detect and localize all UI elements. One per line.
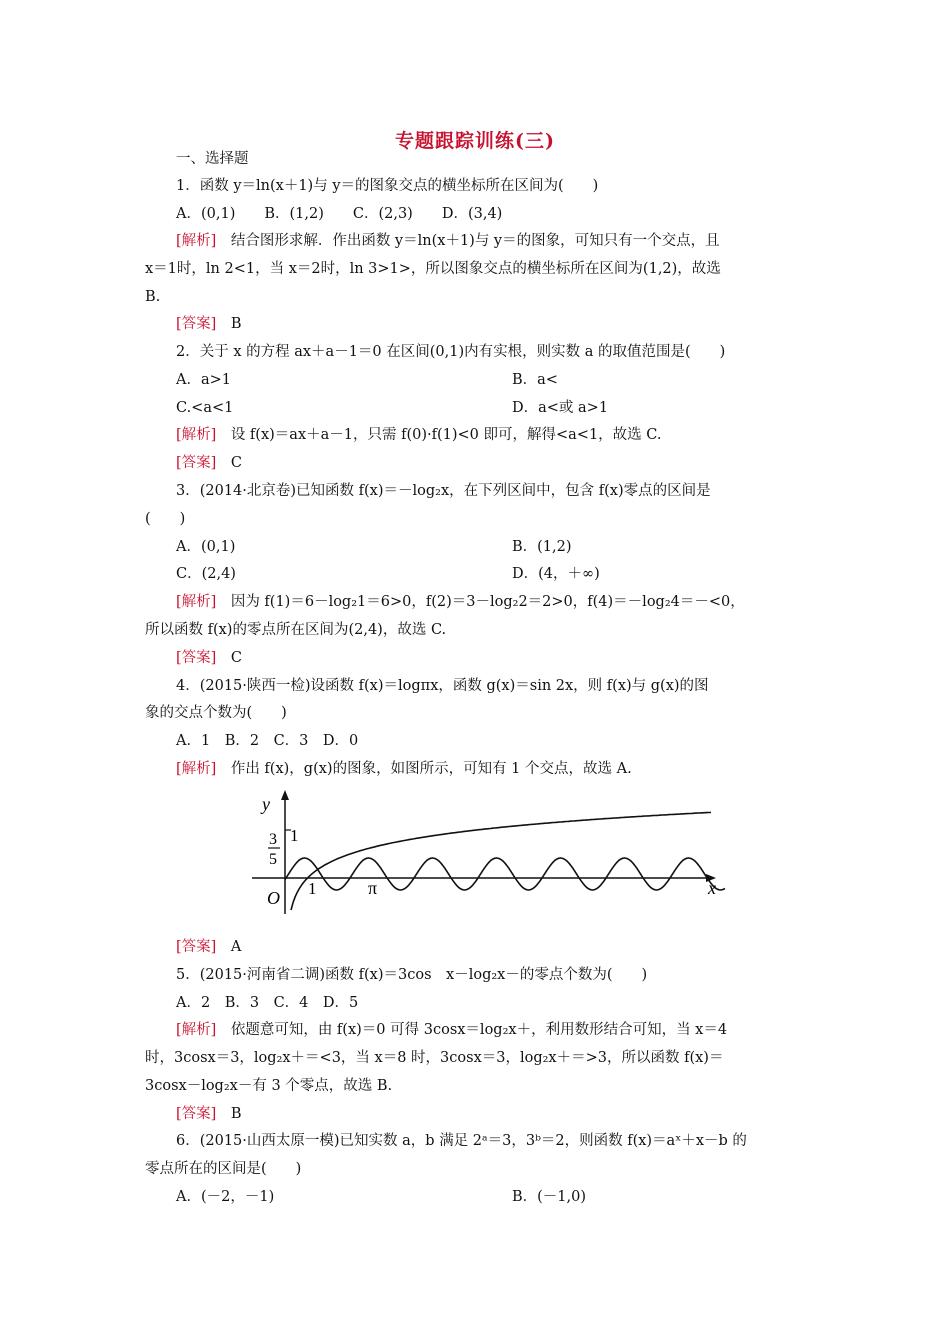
origin-label: O <box>267 888 280 908</box>
y-tick-one-label: 1 <box>290 826 299 845</box>
q1-options: A．(0,1) B．(1,2) C．(2,3) D．(3,4) <box>176 206 503 222</box>
analysis-tag: [解析] <box>176 427 217 443</box>
q2-answer <box>176 453 242 473</box>
q3-analysis-text: 因为 f(1)＝6－log₂1＝6>0，f(2)＝3－log₂2＝2>0，f(4)＝－log₂4＝－<0， <box>230 594 745 610</box>
q1-answer <box>176 314 241 334</box>
fraction-numerator: 3 <box>269 831 277 848</box>
analysis-tag: [解析] <box>176 1022 217 1038</box>
q3-option-d: D．(4，＋∞) <box>512 566 600 582</box>
q3-stem-line-1: 3．(2014·北京卷)已知函数 f(x)＝－log₂x，在下列区间中，包含 f(x)零点的区间是 <box>176 483 711 499</box>
q5-analysis-line-3: 3cosx－log₂x－有 3 个零点，故选 B. <box>145 1078 393 1094</box>
q6-option-a: A．(－2，－1) <box>176 1189 275 1205</box>
q2-option-c: C.<a<1 <box>176 400 234 416</box>
answer-tag: [答案] <box>176 455 217 471</box>
q1-answer-value: B <box>230 316 242 332</box>
q4-options: A．1 B．2 C．3 D．0 <box>176 733 359 749</box>
q3-answer-value: C <box>230 650 242 666</box>
log-curve-f <box>291 812 711 910</box>
function-graph-figure <box>250 788 730 916</box>
analysis-tag: [解析] <box>176 761 217 777</box>
q4-answer <box>176 937 241 957</box>
q4-answer-value: A <box>230 939 242 955</box>
q2-analysis-text: 设 f(x)＝ax＋a－1，只需 f(0)·f(1)<0 即可，解得<a<1，故选 C. <box>230 427 662 443</box>
q4-analysis-text: 作出 f(x)，g(x)的图象，如图所示，可知有 1 个交点，故选 A. <box>230 761 632 777</box>
analysis-tag: [解析] <box>176 233 217 249</box>
q1-analysis-line-2: x＝1时，ln 2<1，当 x＝2时，ln 3>1>，所以图象交点的横坐标所在区间为(1,2)，故选 <box>145 261 721 277</box>
q2-option-a: A．a>1 <box>176 372 231 388</box>
answer-tag: [答案] <box>176 939 217 955</box>
q5-analysis-line-1 <box>176 1020 727 1040</box>
q2-analysis <box>176 425 661 445</box>
q3-analysis-line-2: 所以函数 f(x)的零点所在区间为(2,4)，故选 C. <box>145 622 447 638</box>
q3-option-a: A．(0,1) <box>176 539 236 555</box>
sine-curve-g <box>285 858 725 890</box>
q5-answer-value: B <box>230 1106 242 1122</box>
y-axis-label: y <box>262 794 270 814</box>
q4-stem-line-1: 4．(2015·陕西一检)设函数 f(x)＝logπx，函数 g(x)＝sin 2x，则 f(x)与 g(x)的图 <box>176 678 709 694</box>
q4-stem-line-2: 象的交点个数为( ) <box>145 705 287 721</box>
q6-stem-line-1: 6．(2015·山西太原一模)已知实数 a，b 满足 2ᵃ＝3，3ᵇ＝2，则函数 f(x)＝aˣ＋x－b 的 <box>176 1133 747 1149</box>
q5-options: A．2 B．3 C．4 D．5 <box>176 995 359 1011</box>
q1-analysis-text: 结合图形求解．作出函数 y＝ln(x＋1)与 y＝的图象，可知只有一个交点，且 <box>230 233 720 249</box>
q5-analysis-line-2: 时，3cosx＝3，log₂x＋＝<3，当 x＝8 时，3cosx＝3，log₂x＋＝>3，所以函数 f(x)＝ <box>145 1050 724 1066</box>
q5-stem: 5．(2015·河南省二调)函数 f(x)＝3cos x－log₂x－的零点个数为( ) <box>176 967 648 983</box>
page-title: 专题跟踪训练(三) <box>395 130 555 152</box>
q5-analysis-text: 依题意可知，由 f(x)＝0 可得 3cosx＝log₂x＋，利用数形结合可知，当 x＝4 <box>230 1022 728 1038</box>
q5-answer <box>176 1104 241 1124</box>
answer-tag: [答案] <box>176 1106 217 1122</box>
q1-analysis-line-1 <box>176 231 720 251</box>
y-axis-arrow <box>281 790 289 800</box>
q4-analysis <box>176 759 632 779</box>
x-tick-one-label: 1 <box>308 879 317 898</box>
q2-option-d: D．a<或 a>1 <box>512 400 609 416</box>
q2-option-b: B．a< <box>512 372 558 388</box>
q2-stem: 2．关于 x 的方程 ax＋a－1＝0 在区间(0,1)内有实根，则实数 a 的取值范围是( ) <box>176 344 726 360</box>
q3-answer <box>176 648 242 668</box>
q2-answer-value: C <box>230 455 242 471</box>
x-tick-pi-label: π <box>368 878 378 898</box>
analysis-tag: [解析] <box>176 594 217 610</box>
q3-stem-line-2: ( ) <box>145 511 186 527</box>
answer-tag: [答案] <box>176 316 217 332</box>
q3-option-b: B．(1,2) <box>512 539 572 555</box>
q1-analysis-line-3: B. <box>145 289 161 305</box>
q3-option-c: C．(2,4) <box>176 566 236 582</box>
q3-analysis-line-1 <box>176 592 745 612</box>
fraction-denominator: 5 <box>269 851 277 868</box>
section-heading: 一、选择题 <box>176 151 249 167</box>
answer-tag: [答案] <box>176 650 217 666</box>
q6-option-b: B．(－1,0) <box>512 1189 587 1205</box>
q6-stem-line-2: 零点所在的区间是( ) <box>145 1161 302 1177</box>
x-axis-label: x <box>708 878 716 898</box>
q1-stem: 1．函数 y＝ln(x＋1)与 y＝的图象交点的横坐标所在区间为( ) <box>176 178 599 194</box>
